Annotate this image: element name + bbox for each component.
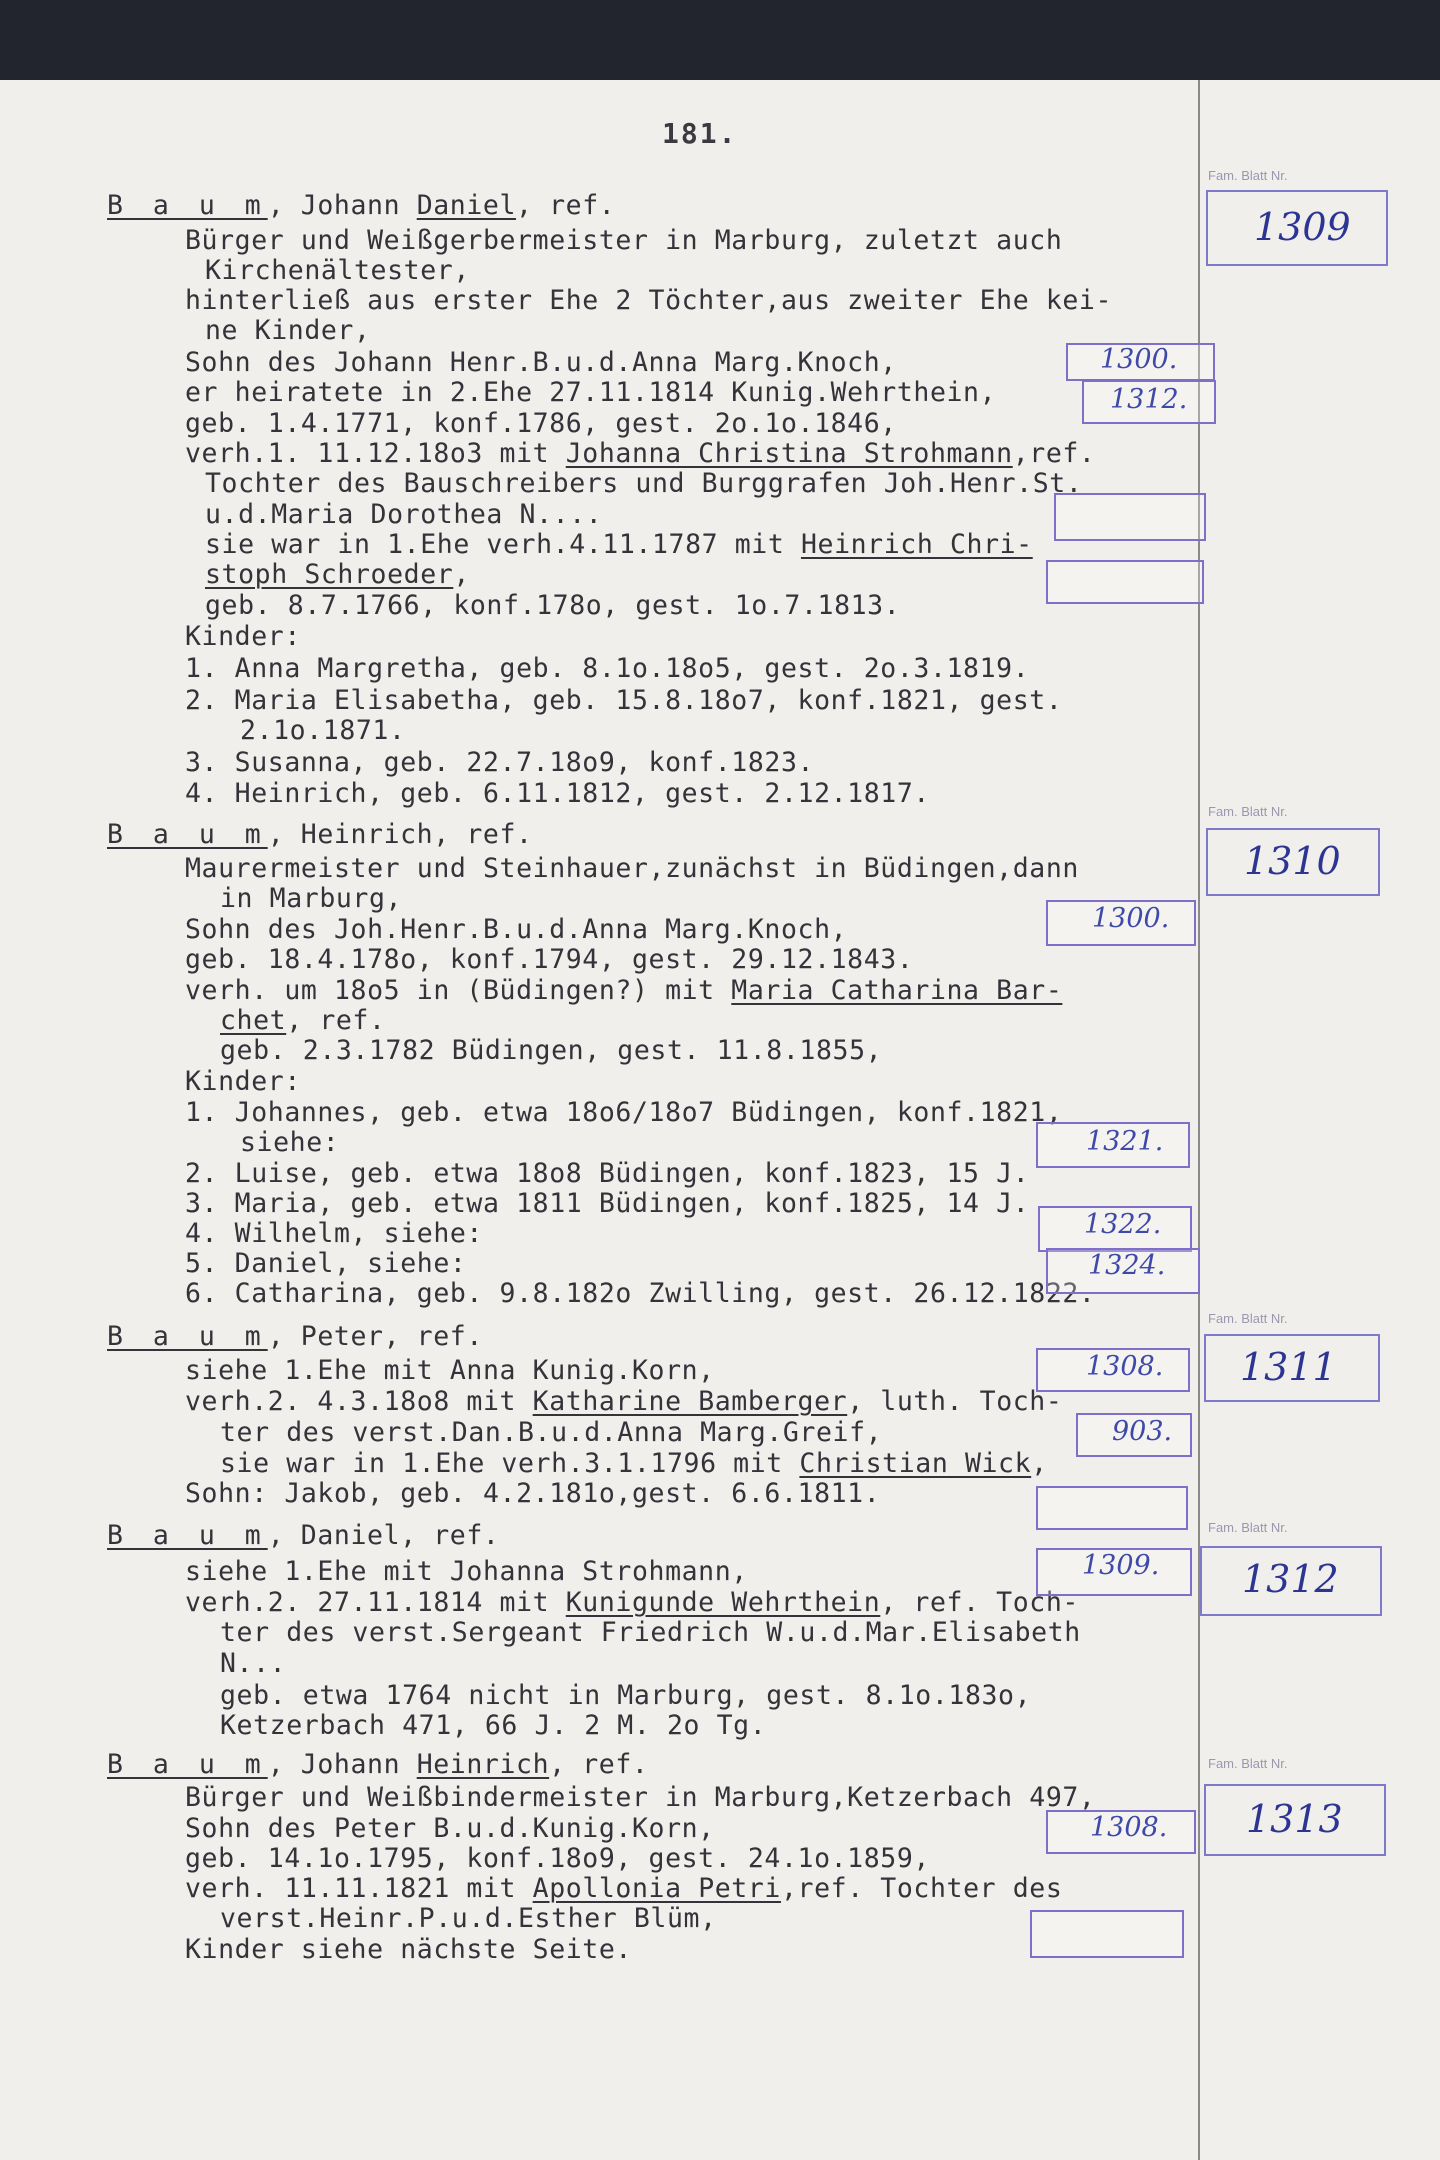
- entry-line: sie war in 1.Ehe verh.3.1.1796 mit Christian Wick,: [220, 1448, 1048, 1479]
- entry-line: verh.1. 11.12.18o3 mit Johanna Christina Strohmann,ref.: [185, 438, 1096, 469]
- page-number: 181.: [662, 117, 738, 150]
- empty-reference-box: [1036, 1486, 1188, 1530]
- entry-line: 1. Johannes, geb. etwa 18o6/18o7 Büdingen, konf.1821,: [185, 1097, 1063, 1128]
- entry-line: Sohn des Peter B.u.d.Kunig.Korn,: [185, 1813, 715, 1844]
- entry-line: siehe 1.Ehe mit Anna Kunig.Korn,: [185, 1355, 715, 1386]
- entry-line: Tochter des Bauschreibers und Burggrafen Joh.Henr.St.: [205, 468, 1083, 499]
- empty-reference-box: [1054, 493, 1206, 541]
- fam-blatt-number: 1311: [1240, 1345, 1337, 1389]
- reference-number: 1322.: [1084, 1209, 1162, 1240]
- entry-heading: B a u m, Peter, ref.: [107, 1321, 483, 1352]
- entry-line: sie war in 1.Ehe verh.4.11.1787 mit Heinrich Chri-: [205, 529, 1033, 560]
- entry-line: 3. Maria, geb. etwa 1811 Büdingen, konf.1825, 14 J.: [185, 1188, 1030, 1219]
- entry-line: verst.Heinr.P.u.d.Esther Blüm,: [220, 1903, 717, 1934]
- entry-line: Bürger und Weißgerbermeister in Marburg, zuletzt auch: [185, 225, 1063, 256]
- entry-line: 2.1o.1871.: [240, 715, 406, 746]
- entry-line: verh. 11.11.1821 mit Apollonia Petri,ref. Tochter des: [185, 1873, 1063, 1904]
- entry-line: er heiratete in 2.Ehe 27.11.1814 Kunig.Wehrthein,: [185, 377, 997, 408]
- entry-line: geb. 1.4.1771, konf.1786, gest. 2o.1o.1846,: [185, 408, 897, 439]
- entry-line: 6. Catharina, geb. 9.8.182o Zwilling, gest. 26.12.1822.: [185, 1278, 1096, 1309]
- empty-reference-box: [1046, 560, 1204, 604]
- entry-line: stoph Schroeder,: [205, 559, 470, 590]
- entry-line: geb. etwa 1764 nicht in Marburg, gest. 8.1o.183o,: [220, 1680, 1032, 1711]
- reference-number: 1308.: [1086, 1351, 1164, 1382]
- entry-line: Kinder siehe nächste Seite.: [185, 1934, 632, 1965]
- entry-heading: B a u m, Johann Daniel, ref.: [107, 190, 616, 221]
- entry-line: Maurermeister und Steinhauer,zunächst in Büdingen,dann: [185, 853, 1079, 884]
- entry-line: in Marburg,: [220, 883, 403, 914]
- entry-line: N...: [220, 1648, 287, 1679]
- reference-number: 1300.: [1092, 903, 1170, 934]
- empty-reference-box: [1030, 1910, 1184, 1958]
- entry-heading: B a u m, Daniel, ref.: [107, 1520, 500, 1551]
- entry-line: hinterließ aus erster Ehe 2 Töchter,aus zweiter Ehe kei-: [185, 285, 1113, 316]
- entry-line: Bürger und Weißbindermeister in Marburg,Ketzerbach 497,: [185, 1782, 1096, 1813]
- fam-blatt-number: 1313: [1246, 1797, 1343, 1841]
- entry-line: 4. Heinrich, geb. 6.11.1812, gest. 2.12.1817.: [185, 778, 930, 809]
- fam-blatt-number: 1309: [1254, 205, 1351, 249]
- reference-number: 1300.: [1100, 344, 1178, 375]
- entry-line: chet, ref.: [220, 1005, 386, 1036]
- entry-line: siehe 1.Ehe mit Johanna Strohmann,: [185, 1556, 748, 1587]
- entry-line: verh. um 18o5 in (Büdingen?) mit Maria Catharina Bar-: [185, 975, 1063, 1006]
- entry-line: geb. 8.7.1766, konf.178o, gest. 1o.7.1813.: [205, 590, 901, 621]
- fam-blatt-label: Fam. Blatt Nr.: [1208, 1520, 1288, 1535]
- entry-line: Sohn des Joh.Henr.B.u.d.Anna Marg.Knoch,: [185, 914, 848, 945]
- entry-line: ter des verst.Sergeant Friedrich W.u.d.Mar.Elisabeth: [220, 1617, 1081, 1648]
- reference-number: 1324.: [1088, 1250, 1166, 1281]
- reference-number: 1308.: [1090, 1812, 1168, 1843]
- reference-number: 1312.: [1110, 384, 1188, 415]
- reference-number: 1309.: [1082, 1550, 1160, 1581]
- entry-line: Kinder:: [185, 621, 301, 652]
- entry-heading: B a u m, Johann Heinrich, ref.: [107, 1749, 649, 1780]
- reference-number: 1321.: [1086, 1126, 1164, 1157]
- entry-line: Ketzerbach 471, 66 J. 2 M. 2o Tg.: [220, 1710, 767, 1741]
- fam-blatt-label: Fam. Blatt Nr.: [1208, 1311, 1288, 1326]
- entry-line: geb. 18.4.178o, konf.1794, gest. 29.12.1843.: [185, 944, 914, 975]
- fam-blatt-label: Fam. Blatt Nr.: [1208, 168, 1288, 183]
- entry-line: verh.2. 27.11.1814 mit Kunigunde Wehrthein, ref. Toch-: [185, 1587, 1079, 1618]
- entry-line: verh.2. 4.3.18o8 mit Katharine Bamberger, luth. Toch-: [185, 1386, 1063, 1417]
- entry-line: Kinder:: [185, 1066, 301, 1097]
- fam-blatt-number: 1312: [1242, 1557, 1339, 1601]
- entry-line: geb. 2.3.1782 Büdingen, gest. 11.8.1855,: [220, 1035, 883, 1066]
- dark-top-margin: [0, 0, 1440, 80]
- entry-line: 1. Anna Margretha, geb. 8.1o.18o5, gest. 2o.3.1819.: [185, 653, 1030, 684]
- entry-line: 2. Luise, geb. etwa 18o8 Büdingen, konf.1823, 15 J.: [185, 1158, 1030, 1189]
- entry-line: Sohn: Jakob, geb. 4.2.181o,gest. 6.6.1811.: [185, 1478, 881, 1509]
- entry-line: 4. Wilhelm, siehe:: [185, 1218, 483, 1249]
- entry-line: 5. Daniel, siehe:: [185, 1248, 467, 1279]
- fam-blatt-number: 1310: [1244, 839, 1341, 883]
- entry-line: geb. 14.1o.1795, konf.18o9, gest. 24.1o.1859,: [185, 1843, 930, 1874]
- entry-line: ter des verst.Dan.B.u.d.Anna Marg.Greif,: [220, 1417, 883, 1448]
- entry-line: Kirchenältester,: [205, 255, 470, 286]
- entry-line: 2. Maria Elisabetha, geb. 15.8.18o7, konf.1821, gest.: [185, 685, 1063, 716]
- entry-line: 3. Susanna, geb. 22.7.18o9, konf.1823.: [185, 747, 815, 778]
- entry-line: Sohn des Johann Henr.B.u.d.Anna Marg.Knoch,: [185, 347, 897, 378]
- reference-number: 903.: [1112, 1416, 1173, 1447]
- fam-blatt-label: Fam. Blatt Nr.: [1208, 804, 1288, 819]
- entry-heading: B a u m, Heinrich, ref.: [107, 819, 533, 850]
- entry-line: ne Kinder,: [205, 315, 371, 346]
- fam-blatt-label: Fam. Blatt Nr.: [1208, 1756, 1288, 1771]
- entry-line: u.d.Maria Dorothea N....: [205, 499, 603, 530]
- entry-line: siehe:: [240, 1127, 340, 1158]
